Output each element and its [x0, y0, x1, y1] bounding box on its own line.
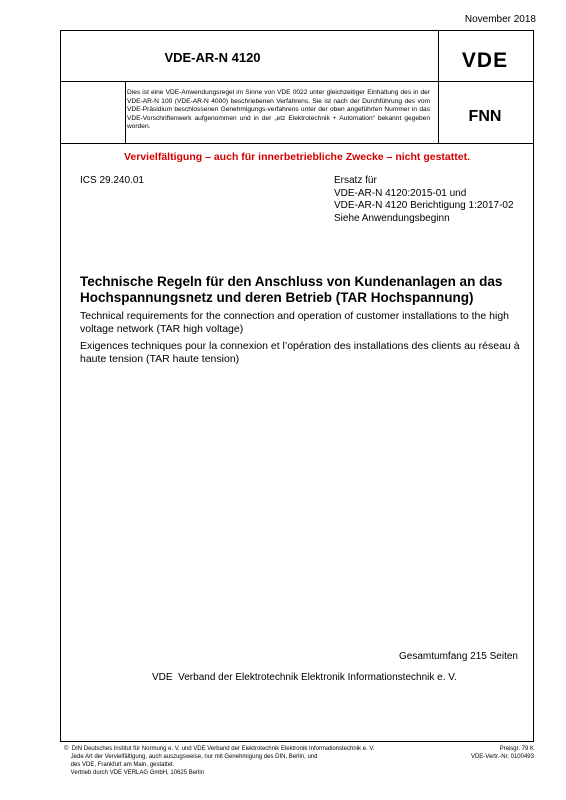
copyright-notice [64, 745, 374, 777]
total-pages: Gesamtumfang 215 Seiten [399, 651, 518, 662]
publication-date: November 2018 [464, 14, 536, 25]
vde-logo-icon [453, 49, 517, 71]
document-frame [60, 30, 534, 742]
title-german: Technische Regeln für den Anschluss von Kundenanlagen an das Hochspannungsnetz und deren Betrieb (TAR Hochspannung) [80, 274, 503, 305]
copyright-line: Vertrieb durch VDE VERLAG GmbH, 10625 Berlin [64, 770, 205, 776]
vde-logo-text: VDE [461, 49, 509, 71]
title-french: Exigences techniques pour la connexion et l’opération des installations des clients au réseau à haute tension (TAR haute tension) [80, 340, 520, 365]
document-number: VDE-AR-N 4120 [164, 50, 261, 65]
ics-code: ICS 29.240.01 [80, 175, 144, 186]
replacement-line: VDE-AR-N 4120:2015-01 und [334, 187, 467, 199]
header-divider [61, 81, 533, 82]
replacement-line: Ersatz für [334, 175, 377, 186]
price-group: Preisgr. 79 K [499, 746, 534, 752]
document-description: Dies ist eine VDE-Anwendungsregel im Sinne von VDE 0022 unter gleichzeitiger Einhaltung des in der VDE-AR-N 100 (VDE-AR-N 4000) beschriebenen Verfahrens. Sie ist nach der Durchführung des vom VDE-Präsidium beschlossenen Genehmigungs-verfahrens unter der oben angeführten Nummer in das VDE-Vorschriftenwerk aufgenommen und in der „etz Elektrotechnik + Automation“ bekannt gegeben worden. [127, 89, 430, 131]
header-bottom-divider [61, 143, 533, 144]
copyright-line: des VDE, Frankfurt am Main, gestattet. [64, 762, 175, 768]
copyright-line: © DIN Deutsches Institut für Normung e. V. und VDE Verband der Elektrotechnik Elektronik Informationstechnik e. V. [64, 746, 375, 752]
description-left-divider [125, 81, 126, 143]
copyright-line: Jede Art der Vervielfältigung, auch auszugsweise, nur mit Genehmigung des DIN, Berlin, und [64, 754, 318, 760]
publisher: VDE Verband der Elektrotechnik Elektronik Informationstechnik e. V. [152, 672, 457, 683]
committee-label: FNN [468, 108, 502, 125]
price-info [471, 745, 534, 761]
replacement-line: VDE-AR-N 4120 Berichtigung 1:2017-02 [334, 200, 514, 211]
replacement-line: Siehe Anwendungsbeginn [334, 212, 450, 224]
replacement-info [334, 175, 514, 225]
header-column-divider [438, 31, 439, 143]
reproduction-warning: Vervielfältigung – auch für innerbetriebliche Zwecke – nicht gestattet. [123, 151, 470, 163]
order-number: VDE-Vertr.-Nr. 0100493 [470, 754, 534, 760]
title-english: Technical requirements for the connection and operation of customer installations to the high voltage network (TAR high voltage) [80, 310, 510, 335]
